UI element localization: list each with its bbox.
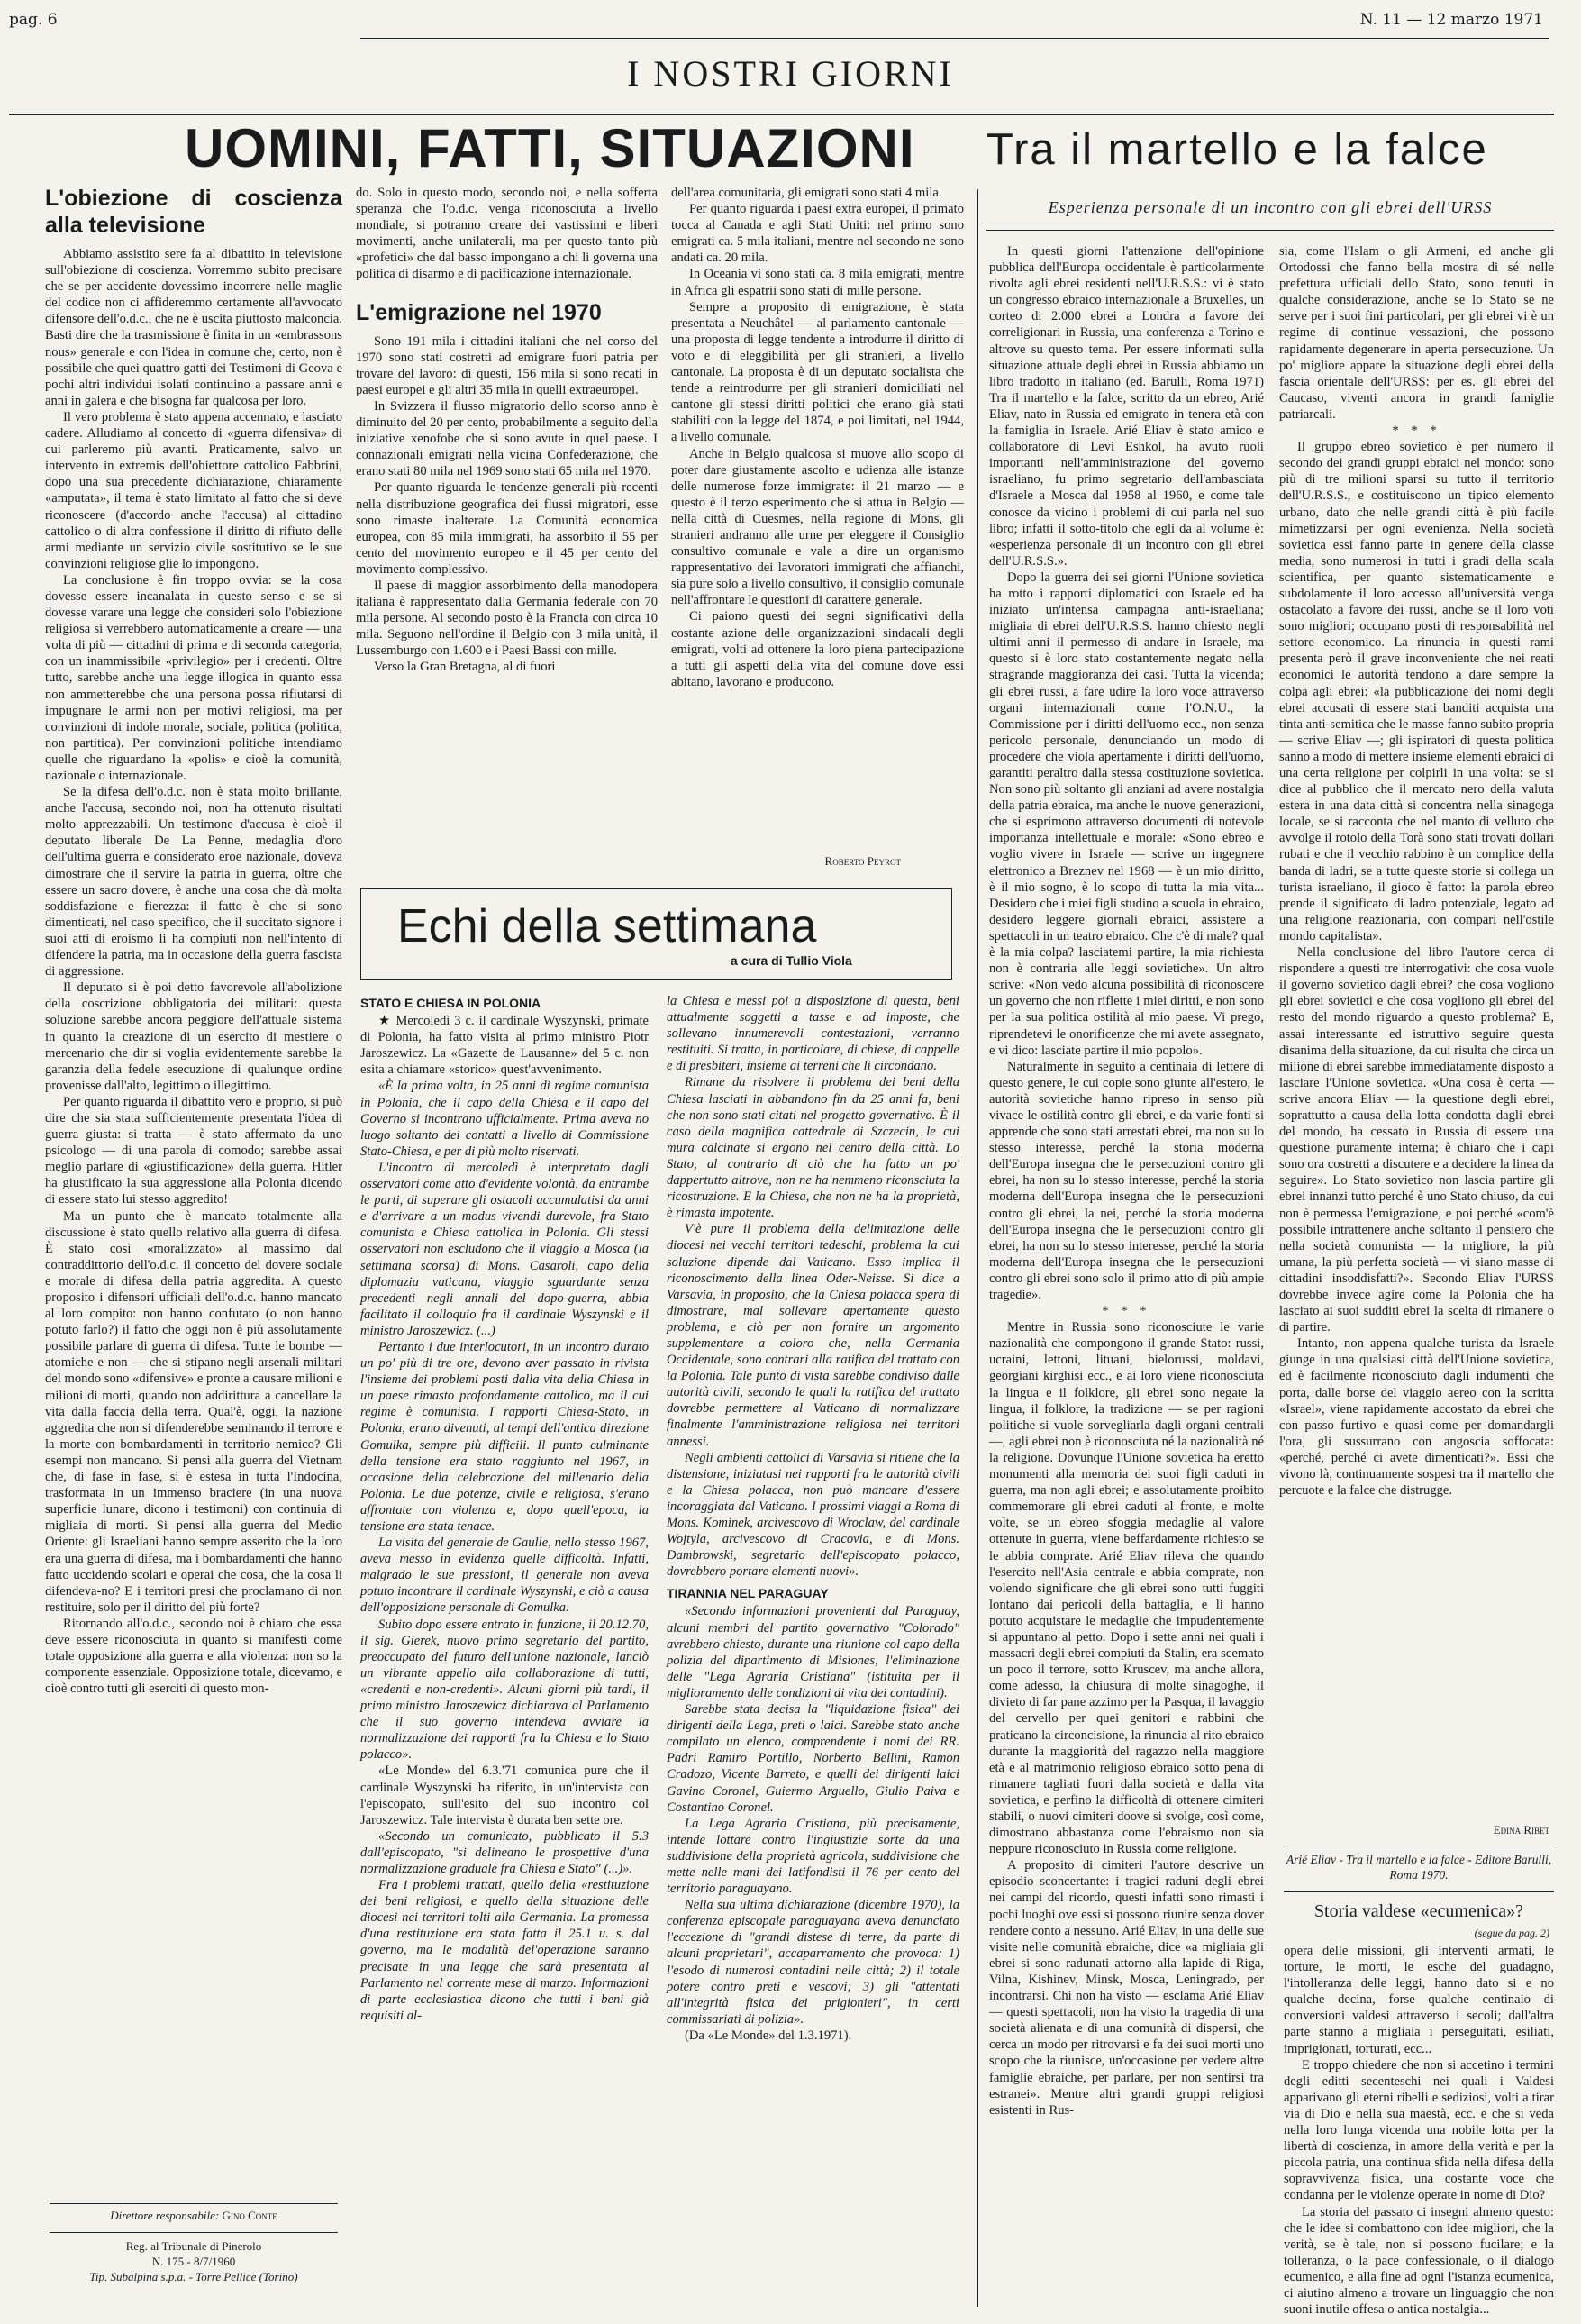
paragraph: dell'area comunitaria, gli emigrati sono stati 4 mila. [671, 186, 942, 200]
paragraph: opera delle missioni, gli interventi armati, le torture, le morti, le esche del guadagno, l'intolleranza delle leggi, hanno dato si e no qualche decina, forse qualche centinaio di conversioni valdesi attraverso i secoli; dall'altra parte stanno a migliaia i perseguitati, esiliati, imprigionati, torturati, ecc... [1284, 1944, 1554, 2056]
section-separator: * * * [1392, 424, 1441, 439]
paragraph: In Oceania vi sono stati ca. 8 mila emigrati, mentre in Africa gli espatrii sono stati di mille persone. [671, 267, 964, 298]
paragraph: Naturalmente in seguito a centinaia di lettere di questo genere, le cui copie sono giunte all'estero, le autorità sovietiche hanno ripreso in senso più vivace le ostilità contro gli ebrei, e da varie fonti si apprende che sono stati arrestati ebrei, ma non su lo stesso interesse, perché la storia moderna dell'Europa insegna che le persecuzioni contro gli ebrei, ha non su lo stesso interesse, perché la storia moderna dell'Europa insegna che le persecuzioni contro gli ebrei, la nei, perché la storia moderna dell'Europa insegna che le persecuzioni contro gli ebrei, ha non su lo stesso interesse, perché la storia moderna dell'Europa insegna che le persecuzioni contro gli ebrei sono solo il primo atto di più ampie tragedie». [989, 1059, 1264, 1302]
paragraph: «Secondo un comunicato, pubblicato il 5.3 dall'episcopato, "si delineano le prospettive d'una normalizzazione graduale fra Chiesa e Stato" (...)». [360, 1828, 649, 1876]
echi-box [360, 888, 952, 980]
paragraph: La storia del passato ci insegni almeno questo: che le idee si combattono con idee migliori, che la verità, se è tale, non si possono fucilare; e la tolleranza, o la pace confessionale, o il dialogo ecumenico, e alla fine ad ogni l'istanza ecumenica, ci aiutino almeno a trovare un linguaggio che non suoni inutile offesa o antica nostalgia... [1284, 2204, 1554, 2318]
registration-court: Reg. al Tribunale di Pinerolo [125, 2239, 262, 2253]
paragraph: Il gruppo ebreo sovietico è per numero il secondo dei grandi gruppi ebraici nel mondo: sono più di tre milioni sparsi su tutto il territorio dell'U.R.S.S., e costituiscono un tipico elemento urbano, dato che nelle grandi città è più facile mimetizzarsi per ogni evenienza. Nella società sovietica essi fanno parte in genere della classe media, sono numerosi in tutti i gradi della scala scientifica, per quanto sistematicamente e subdolamente il loro accesso all'università venga ostacolato a favore dei russi, anche se il loro voti sono migliori; occupano posti di responsabilità nel settore economico. La rinuncia in questi rami presenta però il grave inconveniente che nei reati economici le autorità tendono a dare sempre la colpa agli ebrei: «la pubblicazione dei nomi degli ebrei accusati di essere stati banditi acquista una tinta anti-semitica che le masse fanno subito propria — scrive Eliav —; gli ispiratori di questa politica sanno a modo di mettere insieme elementi ebraici di una certa religione per colpirli in una volta: se si dice al pubblico che il mercato nero della valuta estera in una data città si concentra nella sinagoga locale, se si racconta che nel manto di velluto che avvolge il rotolo della Torà sono stati trovati dollari rubati e che il vecchio rabbino è un complice della banda di ladri, se a tutte queste storie si collega un turista israeliano, il gioco è fatto: la parola ebreo prende il significato di ladro potenziale, legato ad una religione reazionaria, con compari nell'ostile mondo capitalista». [1279, 440, 1554, 943]
paragraph: «È la prima volta, in 25 anni di regime comunista in Polonia, che il capo della Chiesa e il capo del Governo si incontrano ufficialmente. Prima aveva no luogo soltanto dei contatti a livello di Commissione Stato-Chiesa, e per di più molto riservati. [360, 1079, 649, 1159]
paragraph: «Secondo informazioni provenienti dal Paraguay, alcuni membri del partito governativo "Colorado" avrebbero chiesto, durante una riunione col capo della polizia del dipartimento di Misiones, l'eliminazione delle "Lega Agraria Cristiana" (istituita per il miglioramento delle condizioni di vita dei contadini). [667, 1604, 959, 1700]
paragraph: Dopo la guerra dei sei giorni l'Unione sovietica ha rotto i rapporti diplomatici con Israele ed ha iniziato un'intensa campagna anti-israeliana; migliaia di ebrei dell'U.R.S.S. hanno chiesto negli ultimi anni il permesso di andare in Israele, ma questo si è loro stato costantemente negato nella stragrande maggioranza dei casi. Tutta la vicenda; gli ebrei russi, a fare udire la loro voce attraverso organi internazionali come l'O.N.U., la Commissione per i diritti dell'uomo ecc., non senza pericolo personale, denunciando un modo di procedere che viola apertamente i diritti dell'uomo, garantiti peraltro dalla stessa costituzione sovietica. Non sono più soltanto gli anziani ad avere nostalgia della patria ebraica, ma anche le nuove generazioni, che si esprimono attraverso documenti di notevole importanza intellettuale e morale: «Sono ebreo e voglio vivere in Israele — scrive un ingegnere elettronico a Breznev nel 1968 — è un mio diritto, è il mio sogno, è lo scopo di tutta la mia vita... Desidero che i miei figli studino a scuola in ebraico, desidero leggere giornali ebraici, assistere a spettacoli in un teatro ebraico. Che c'è di male? qual è la mia colpa? lasciatemi partire, la mia richiesta non è contraria alle leggi sovietiche». Un altro scrive: «Non vedo alcuna possibilità di riconoscere un governo che non riflette i miei diritti, e non sono per la sua politica ostilità al mio paese. Vi prego, riprendetevi le onorificenze che mi avete assegnato, e vi dico: lasciate partire il mio popolo». [989, 570, 1264, 1058]
urss-subtitle: Esperienza personale di un incontro con gli ebrei dell'URSS [1048, 198, 1493, 216]
emigrazione-column-1 [356, 185, 658, 870]
polonia-title: STATO E CHIESA IN POLONIA [360, 996, 541, 1010]
emigrazione-column-2 [671, 185, 964, 852]
paragraph: Sono 191 mila i cittadini italiani che nel corso del 1970 sono stati costretti ad emigrare fuori patria per trovare del lavoro: di questi, 156 mila si sono recati in paesi europei e gli altri 35 mila in quelli extraeuropei. [356, 333, 658, 397]
paragraph: Nella sua ultima dichiarazione (dicembre 1970), la conferenza episcopale paraguayana aveva denunciato l'eccezione di "grandi distese di terre, da parte di alcuni proprietari", accaparramento che provoca: 1) l'esodo di numerosi contadini nelle città; 2) il totale potere contro preti e vescovi; 3) gli "attentati all'integrità fisica dei prigionieri", in certi commissariati di polizia». [667, 1898, 959, 2027]
urss-column-2 [1279, 243, 1554, 1820]
paragraph: Pertanto i due interlocutori, in un incontro durato un po' più di tre ore, devono aver passato in rivista l'insieme dei problemi posti dalla vita della Chiesa in un paese rimasto profondamente cattolico, ma il cui regime è comunista. I rapporti Chiesa-Stato, in Polonia, erano divenuti, al tempi dell'antica direzione Gomulka, sempre più difficili. Il punto culminante della tensione era stato raggiunto nel 1967, in occasione della celebrazione del millenario della Polonia. Le due potenze, civile e religiosa, s'erano affrontate con violenza e, dopo quell'epoca, la tensione era stata tenace. [360, 1339, 649, 1534]
page-number: pag. 6 [9, 11, 58, 29]
obiezione-title: L'obiezione di coscienza alla televisione [45, 186, 342, 238]
valdese-continuation: (segue da pag. 2) [1474, 1927, 1549, 1939]
paragraph: In Svizzera il flusso migratorio dello scorso anno è diminuito del 20 per cento, probabilmente a seguito della iniziative xenofobe che si sono avute in quel paese. I connazionali emigrati nella vicina Confederazione, che erano stati 80 mila nel 1969 sono stati 65 mila nel 1970. [356, 398, 658, 479]
paragraph: In questi giorni l'attenzione dell'opinione pubblica dell'Europa occidentale è particolarmente rivolta agli ebrei residenti nell'U.R.S.S.: vi è stato un congresso ebraico internazionale a Bruxelles, un corteo di 2.000 ebrei a Londra a favore dei correligionari in Russia, una conferenza a Torino e altrove su questo tema. Per essere informati sulla situazione attuale degli ebrei in Russia abbiamo un libro tradotto in italiano (ed. Barulli, Roma 1971) Tra il martello e la falce, scritto da un ebreo, Arié Eliav, nato in Russia ed emigrato in tenera età con la famiglia in Israele. Arié Eliav è stato amico e collaboratore di Levi Eshkol, ha avuto ruoli importanti nell'amministrazione del governo israeliano, fu primo segretario dell'ambasciata d'Israele a Mosca dal 1958 al 1960, e come tale conosce da vicino i problemi di cui parla nel suo libro; infatti il sotto-titolo che egli da al volume è: «esperienza personale di un incontro con gli ebrei dell'U.R.S.S.». [989, 244, 1264, 569]
paragraph: Sarebbe stata decisa la "liquidazione fisica" dei dirigenti della Lega, preti o laici. Sarebbe stato anche compilato un elenco, comprendente i nomi dei RR. Padri Ramiro Portillo, Norberto Bellini, Ramon Cradozo, Vicente Barreto, e quelli dei dirigenti laici Gavino Coronel, Guiermo Arguello, Giulio Paiva e Costantino Coronel. [667, 1702, 959, 1815]
paragraph: Rimane da risolvere il problema dei beni della Chiesa lasciati in abbandono fin da 25 anni fa, beni che non sono stati citati nel progetto governativo. È il caso della magnifica cattedrale di Szczecin, le cui mura calcinate si ergono nel centro della città. Lo Stato, al contrario di ciò che ha fatto un po' dappertutto altrove, non ne ha nemmeno riconsciuta la ricostruzione. E la Chiesa, che non ne ha la proprietà, è rimasta impotente. [667, 1075, 959, 1221]
director-name: Gino Conte [222, 2209, 277, 2222]
paragraph: Il vero problema è stato appena accennato, e lasciato cadere. Alludiamo al concetto di «guerra difensiva» di cui parleremo più avanti. Praticamente, salvo un intervento in extremis dell'obiettore cattolico Fabbrini, dopo una sua precedente dichiarazione, chiaramente «amputata», il tema è stato limitato al fatto che si deve riconoscere (d'accordo anche l'accusa) al cittadino cattolico o di altra confessione il diritto di rifiuto delle armi mediante un servizio civile sostitutivo se le sue convinzioni religiose glie lo impongono. [45, 409, 342, 571]
paragraph: Se la difesa dell'o.d.c. non è stata molto brillante, anche l'accusa, secondo noi, non ha ottenuto risultati molto apprezzabili. Un testimone d'accusa è cioè il deputato liberale De La Penne, medaglia d'oro dell'ultima guerra e considerato eroe nazionale, doveva dimostrare che il servire la patria in guerra, oltre che essere un sacro dovere, è anche una cosa che dà molta soddisfazione e fierezza: il fatto è che si sono dimenticati, nel caso specifico, che il succitato signore i suoi atti di eroismo li ha compiuti non nell'intento di difendere la patria, ma in occasione della guerra fascista di aggressione. [45, 785, 342, 980]
valdese-column [1284, 1943, 1554, 2318]
echi-byline: a cura di Tullio Viola [731, 953, 852, 968]
urss-column-1 [989, 243, 1264, 2302]
echi-column-2 [667, 993, 959, 2300]
paragraph: Il paese di maggior assorbimento della manodopera italiana è rappresentato dalla Germania federale con 70 mila persone. Al secondo posto è la Francia con circa 10 mila. Seguono nell'ordine il Belgio con 3 mila unità, il Lussemburgo con 1.600 e i Paesi Bassi con mille. [356, 578, 658, 659]
echi-title: Echi della settimana [397, 900, 817, 952]
paragraph: do. Solo in questo modo, secondo noi, e nella sofferta speranza che l'o.d.c. venga riconosciuta a livello mondiale, si potranno creare dei vastissimi e liberi movimenti, anche unilaterali, ma per questo tanto più «profetici» che dal basso impongano a chi li governa una politica di disarmo e di pacificazione internazionale. [356, 186, 658, 282]
paragraph: (Da «Le Monde» del 1.3.1971). [685, 2028, 852, 2043]
signature-ribet: Edina Ribet [1493, 1823, 1549, 1836]
paragraph: Ci paiono questi dei segni significativi della costante azione delle organizzazioni sindacali degli emigrati, volti ad ottenere la loro piena partecipazione a tutti gli aspetti della vita del comune dove essi abitano, lavorano e producono. [671, 609, 964, 689]
paragraph: «Le Monde» del 6.3.'71 comunica pure che il cardinale Wyszynski ha riferito, in un'intervista con l'episcopato, sull'esito del suo incontro col Jaroszewicz. Tale intervista è durata ben sette ore. [360, 1764, 649, 1827]
emigrazione-title: L'emigrazione nel 1970 [356, 299, 602, 325]
paragraph: Verso la Gran Bretagna, al di fuori [374, 660, 556, 675]
paragraph: ★ Mercoledì 3 c. il cardinale Wyszynski, primate di Polonia, ha fatto visita al primo ministro Piotr Jaroszewicz. La «Gazette de Lausanne» del 5 c. non esita a chiamare «storico» quest'avvenimento. [360, 1014, 649, 1078]
paragraph: Intanto, non appena qualche turista da Israele giunge in una qualsiasi città dell'Unione sovietica, ed è facilmente riconosciuto dagli indumenti che porta, dalle borse del viaggio aereo con la scritta «Israel», viene rapidamente accostato da ebrei che con passo furtivo e quasi come per domandargli l'ora, gli sussurrano con angoscia soffocata: «perché, perché ci avete dimenticati?». Essi che vivono là, continuamente sospesi tra il martello che percuote e la falce che distrugge. [1279, 1336, 1554, 1499]
signature-peyrot: Roberto Peyrot [824, 854, 901, 868]
paragraph: Fra i problemi trattati, quello della «restituzione dei beni religiosi, e quello della situazione delle diocesi nei territori tolti alla Germania. La promessa d'una restituzione era stata fatta il 25.1 u. s. dal governo, ma le modalità del'operazione saranno precisate in una legge che sarà presentata al Parlamento nel corrente mese di marzo. Informazioni di parte ecclesiastica dicono che tutti i beni già requisiti al- [360, 1878, 649, 2023]
paragraph: E troppo chiedere che non si accetino i termini degli editti secenteschi nei quali i Valdesi apparivano gli eterni ribelli e sediziosi, volti a tirar via di Dio e nella sua maestà, ecc. e che si veda nella loro lunga vicenda una nobile lotta per la libertà di coscienza, in amore della verità e per la piccola patria, una continua sfida nella difesa della sopravvivenza fisica, una costante voce che condanna per le violenze operate in nome di Dio? [1284, 2057, 1554, 2203]
director-label: Direttore responsabile: [110, 2209, 220, 2222]
paragraph: L'incontro di mercoledì è interpretato dagli osservatori come atto d'evidente volontà, da entrambe le parti, di superare gli ostacoli accumulatisi da anni e d'arrivare a un modus vivendi durevole, fra Stato comunista e Chiesa cattolica in Polonia. Gli stessi osservatori non escludono che il viaggio a Mosca (la settimana scorsa) di Mons. Casaroli, capo della diplomazia vaticana, viaggio sguardante senza precedenti negli annali del dopo-guerra, abbia facilitato il colloquio fra il cardinale Wyszynski e il ministro Jaroszewicz. (...) [360, 1160, 649, 1338]
valdese-title: Storia valdese «ecumenica»? [1313, 1901, 1524, 1921]
paragraph: sia, come l'Islam o gli Armeni, ed anche gli Ortodossi che fanno bella mostra di sé nelle prefettura ufficiali dello Stato, sono tenuti in qualche considerazione, anche se lo Stato se ne serve per i suoi fini particolari, per gli ebrei vi è un regime di continue vessazioni, che possono rapidamente degenerare in aperta persecuzione. Un po' migliore appare la situazione degli ebrei della fascia orientale dell'URSS: per es. gli ebrei del Caucaso, viventi ancora in grandi famiglie patriarcali. [1279, 244, 1554, 422]
registration [50, 2238, 338, 2284]
obiezione-column [45, 185, 342, 2208]
paragraph: Sempre a proposito di emigrazione, è stata presentata a Neuchâtel — al parlamento cantonale — una proposta di legge tendente a introdurre il diritto di voto e di eleggibilità per gli stranieri, a livello cantonale. La proposta è di un deputato socialista che tende a reintrodurre per gli stranieri domiciliati nel cantone gli stessi diritti politici che erano già stati stabiliti con la legge del 1874, e poi limitati, nel 1944, a livello comunale. [671, 299, 964, 445]
paragraph: La Lega Agraria Cristiana, più precisamente, intende lottare contro l'ingiustizie sorte da una suddivisione della proprietà agricola, suddivisione che mette nelle mani dei latifondisti il 76 per cento del territorio paraguayano. [667, 1816, 959, 1897]
paragraph: Ma un punto che è mancato totalmente alla discussione è stato quello relativo alla guerra di difesa. È stato così «moralizzato» al massimo dal contraddittorio dell'o.d.c. il concetto del dovere sociale e morale di difesa della patria aggredita. A questo proposito i difensori ufficiali dell'o.d.c. hanno mancato al loro compito: non hanno confutato (o non hanno potuto farlo?) il fatto che oggi non è più assolutamente possibile parlare di guerra di difesa. Tutte le bombe — atomiche e non — che si stipano negli arsenali militari del mondo sono «difensive» e pronte a causare milioni e milioni di morti, quando non addirittura a cancellare la vita dalla faccia della terra. Qual'è, oggi, la nazione aggredita che non si difenderebbe seminando il terrore e la morte con bombardamenti in territorio nemico? Gli esempi non mancano. Si pensi alla guerra del Vietnam che, di fase in fase, si è estesa in tutta l'Indocina, trasformata in un immenso braciere (in una nuova superficie lunare, dicono i testimoni) con continuia di migliaia di morti. Si pensi alla guerra del Medio Oriente: gli Israeliani hanno sempre asserito che la loro era una guerra di difesa, ma i bombardamenti che hanno fatto uccidendo scolari e operai che cosa, che la cosa li difendeva-no? E i territori presi che proclamano di non restituire, solo per il diritto del più forte? [45, 1208, 342, 1615]
paragraph: Per quanto riguarda i paesi extra europei, il primato tocca al Canada e agli Stati Uniti: nel primo sono emigrati ca. 5 mila italiani, mentre nel secondo ne sono andati ca. 20 mila. [671, 202, 964, 266]
headline-right: Tra il martello e la falce [986, 125, 1488, 174]
paragraph: La conclusione è fin troppo ovvia: se la cosa dovesse essere incanalata in questo senso e se si dovesse varare una legge che consideri solo l'obiezione religiosa si verrebbero automaticamente a creare — una volta di più — cittadini di prima e di seconda categoria, con un inammissibile «privilegio» per i credenti. Oltre tutto, sarebbe anche una legge illogica in quanto essa non ammetterebbe che una persona possa rifiutarsi di impugnare le armi non per motivi religiosi, ma per convinzioni di indole morale, sociale, politica (politica, non partitica). Per convinzioni politiche intendiamo quelle che riguardano la «polis» e cioè la comunità, nazionale o internazionale. [45, 572, 342, 783]
paragraph: V'è pure il problema della delimitazione delle diocesi nei vecchi territori tedeschi, problema la cui soluzione dipende dal Vaticano. Esso implica il riconoscimento della linea Oder-Neisse. Si dice a Varsavia, in proposito, che la Chiesa polacca spera di dimostrare, mal sollevare apertamente questo problema, e ciò per non fornire un argomento supplementare a coloro che, nella Germania Occidentale, sono contrari alla ratifica del trattato con la Polonia. Tale punto di vista sarebbe condiviso dalle autorità civili, secondo le quali la ratifica del trattato dovrebbe permettere al Vaticano di normalizzare finalmente l'amministrazione religiosa nei territori annessi. [667, 1222, 959, 1449]
bibliography: Arié Eliav - Tra il martello e la falce - Editore Barulli, Roma 1970. [1286, 1853, 1552, 1882]
paragraph: la Chiesa e messi poi a disposizione di questa, beni attualmente soggetti a tasse e ad imposte, che sollevano innumerevoli contestazioni, verranno restituiti. Si tratta, in particolare, di chiese, di cappelle e di presbiteri, insieme ai terreni che li circondano. [667, 994, 959, 1074]
headline-left: UOMINI, FATTI, SITUAZIONI [185, 118, 915, 178]
printer: Tip. Subalpina s.p.a. - Torre Pellice (Torino) [89, 2270, 298, 2283]
paraguay-title: TIRANNIA NEL PARAGUAY [667, 1586, 829, 1601]
director-line [50, 2209, 338, 2223]
masthead: I NOSTRI GIORNI [627, 53, 954, 94]
section-separator: * * * [1102, 1304, 1151, 1319]
paragraph: Per quanto riguarda le tendenze generali più recenti nella distribuzione geografica dei flussi migratori, esse sono rimaste inalterate. La Comunità economica europea, con 85 mila immigrati, ha assorbito il 55 per cento del movimento europeo e il 45 per cento del movimento complessivo. [356, 480, 658, 577]
paragraph: Subito dopo essere entrato in funzione, il 20.12.70, il sig. Gierek, nuovo primo segretario del partito, preoccupato del futuro dell'unione nazionale, lanciò un vibrante appello alla collaborazione di tutti, «credenti e non-credenti». Alcuni giorni più tardi, il primo ministro Jaroszewicz dichiarava al Parlamento che il suo governo intendeva avviare la normalizzazione dei rapporti fra la Chiesa e lo Stato polacco». [360, 1617, 649, 1763]
paragraph: Anche in Belgio qualcosa si muove allo scopo di poter dare giustamente ascolto e udienza alle istanze delle numerose forze immigrate: il 21 marzo — e questo è il terzo esperimento che si attua in Belgio — nella città di Cuesmes, nella regione di Mons, gli stranieri andranno alle urne per eleggere il Consiglio consultivo comunale e vale a dire un organismo rappresentativo dei lavoratori immigrati che affianchi, sia pure solo a livello consultivo, il consiglio comunale nell'affrontare le questioni di carattere generale. [671, 446, 964, 608]
paragraph: Ritornando all'o.d.c., secondo noi è chiaro che essa deve essere riconosciuta in quanto si manifesti come totale opposizione alla guerra e alla violenza: non so la componente essenziale. Opposizione totale, dicevamo, e cioè contro tutti gli eserciti di questo mon- [45, 1616, 342, 1697]
paragraph: Per quanto riguarda il dibattito vero e proprio, si può dire che sia stata sufficientemente presentata l'idea di guerra giusta: si tratta — è stato affermato da uno psicologo — di una parola di comodo; sarebbe assai meglio parlare di «giustificazione» della guerra. Hitler ha giustificato la sua aggressione alla Polonia dicendo di essere stato lui stesso aggredito! [45, 1094, 342, 1208]
paragraph: Abbiamo assistito sere fa al dibattito in televisione sull'obiezione di coscienza. Vorremmo subito precisare che se per accidente dovessimo incorrere nelle maglie del codice non ci affideremmo certamente all'avvocato difensore dell'o.d.c., che ne è uscita piuttosto malconcia. Basti dire che la trasmissione è finita in un «embrassons nous» generale e con l'idea in comune che, certo, non è possibile che quei quattro gatti dei Testimoni di Geova e pochi altri individui isolati continuino a passare anni e anni in galera e che bisogna far qualcosa per loro. [45, 247, 342, 408]
registration-number: N. 175 - 8/7/1960 [151, 2255, 236, 2268]
echi-column-1 [360, 993, 649, 2300]
issue-date: N. 11 — 12 marzo 1971 [1359, 11, 1543, 29]
paragraph: A proposito di cimiteri l'autore descrive un episodio sconcertante: i tragici raduni degli ebrei nei campi del ricordo, questi infatti sono rimasti i pochi luoghi ove essi si possono riunire senza dover rendere conto a nessuno. Arié Eliav, in una delle sue visite nelle comunità ebraiche, dice «a migliaia gli ebrei si sono radunati attorno alla lapide di Riga, Vilna, Kishinev, Minsk, Mosca, Leningrado, per incontrarsi. Chi non ha visto — esclama Arié Eliav — questi spettacoli, non ha visto la tragedia di una società alienata e di una comunità di dispersi, che cerca un modo per ritrovarsi e fa dei suoi morti uno scopo che la riunisce, un'occasione per vedere altre famiglie ebraiche, per parlare, per non sentirsi tra estranei». Mentre altri grandi gruppi religiosi esistenti in Rus- [989, 1858, 1265, 2118]
paragraph: La visita del generale de Gaulle, nello stesso 1967, aveva messo in evidenza quelle difficoltà. Infatti, malgrado le sue pressioni, il generale non aveva potuto incontrare il cardinale Wyszynski, e ciò a causa dell'opposizione personale di Gomulka. [360, 1536, 649, 1616]
paragraph: Negli ambienti cattolici di Varsavia si ritiene che la distensione, iniziatasi nei rapporti fra le autorità civili e la Chiesa polacca, non può mancare d'essere incoraggiata dal Vaticano. I prossimi viaggi a Roma di Mons. Kominek, arcivescovo di Wroclaw, del cardinale Wojtyla, arcivescovo di Cracovia, e di Mons. Dambrowski, segretario dell'episcopato polacco, dovrebbero portare elementi nuovi». [667, 1450, 959, 1580]
paragraph: Mentre in Russia sono riconosciute le varie nazionalità che compongono il grande Stato: russi, ucraini, lettoni, lituani, bielorussi, moldavi, georgiani kirghisi ecc., e ai loro viene riconosciuta la lingua e il folklore, gli ebrei sono negate la lingua, il folklore, la tradizione — se per ragioni politiche si vuole sorvegliarla dagli organi centrali —, agli ebrei non è riconosciuta né la nazionalità né la religione. Dovunque l'Unione sovietica ha eretto monumenti alla memoria dei suoi figli caduti in guerra, ma non agli ebrei; e assolutamente proibito commemorare gli ebrei caduti al fronte, e molte volte, se un ebreo sfoggia medaglie al valore ottenute in guerra, viene beffardamente richiesto se le abbia comprate. Arié Eliav rileva che quando l'esercito nell'Asia centrale e abbia comprate, non volendo significare che gli ebrei sono tutti fuggiti lontano dai pericoli della battaglia, e li hanno potuto acquistare le medaglie che impudentemente si appuntano al petto. Dopo i sette anni nei quali i massacri degli ebrei compiuti da Stalin, era scemato un poco il terrore, sotto Kruscev, ma anche allora, come adesso, la chiusura di molte sinagoghe, il divieto di far pane azzimo per la Pasqua, il lavaggio del cervello per quei genitori e rabbini che praticano la circoncisione, la rinuncia al rito ebraico durante la maggiorità del ragazzo nella maggiore età e al matrimonio religioso ebraico sotto pena di rimanere tagliati fuori dalla società e dalla vita sovietica, e perfino la difficoltà di ottenere cimiteri stabili, o nuovi cimiteri doove si svolge, così come, dimostrano abbastanza come l'ebraismo non sia neppure riconosciuto in Russia come religione. [989, 1320, 1264, 1857]
paragraph: Nella conclusione del libro l'autore cerca di rispondere a questi tre interrogativi: che cosa vuole il governo sovietico dagli ebrei? che cosa vogliono gli ebrei sovietici e che cosa vogliono gli ebrei del resto del mondo riguardo a questo problema? E, assai interessante ed istruttivo seguire questa disanima della situazione, da cui risulta che circa un milione di ebrei sarebbe immediatamente disposto a lasciare l'Unione sovietica. «Una cosa è certa — scrive ancora Eliav — la questione degli ebrei, soprattutto a causa della lotta condotta dagli ebrei del mondo, ha cessato in Russia di essere una questione puramente interna; è chiaro che i capi sono ora costretti a discutere e a decidere la linea da seguire». Lo Stato sovietico non lascia partire gli ebrei innanzi tutto perché è uno Stato chiuso, da cui non è permessa l'emigrazione, e poi perché «com'è possibile intrattenere anche soltanto il pensiero che nella società comunista — la migliore, la più umana, la più perfetta società — vi siano masse di cittadini insoddisfatti?». Secondo Eliav l'URSS dovrebbe invece agire come la Polonia che ha lasciato ai suoi sudditi ebrei la scelta di rimanere o di partire. [1279, 945, 1554, 1335]
paragraph: Il deputato si è poi detto favorevole all'abolizione della coscrizione obbligatoria dei militari: questa soluzione sarebbe ancora peggiore dell'attuale sistema in quanto la creazione di un esercito di mestiere o mercenario che dir si voglia evidentemente sarebbe la garanzia della fedele esecuzione di qualunque ordine provenisse dall'alto, legittimo o illegittimo. [45, 980, 342, 1093]
